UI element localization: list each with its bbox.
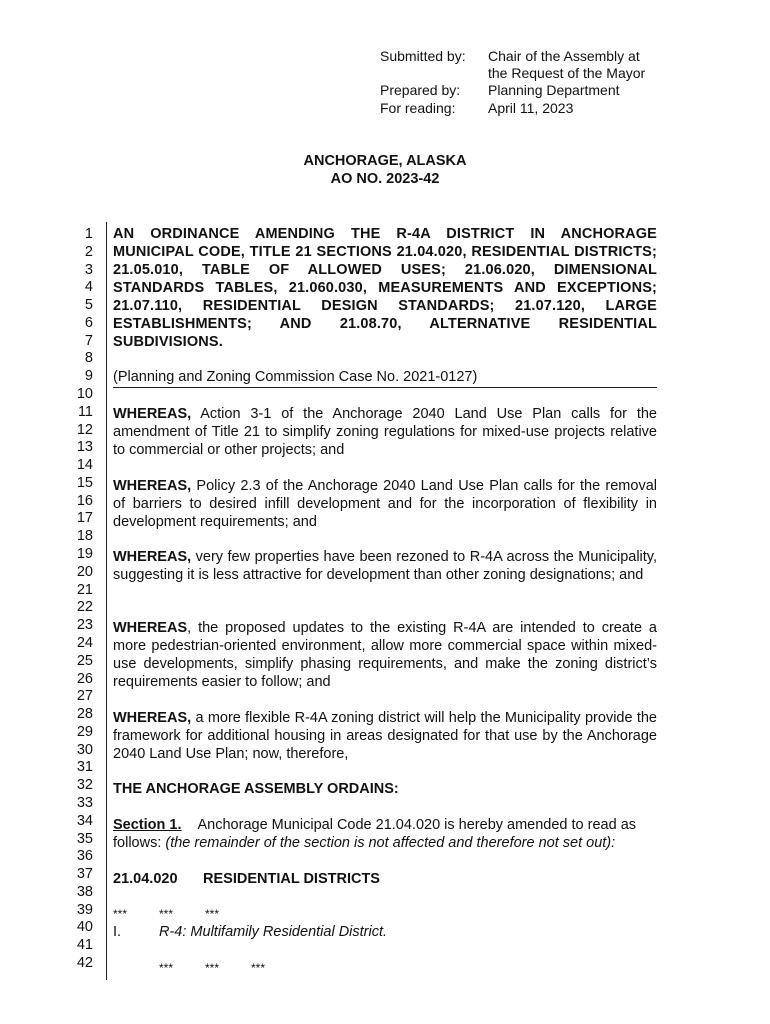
line-number: 21 [76, 581, 93, 598]
prepared-value: Planning Department [488, 82, 620, 98]
code-heading-title: RESIDENTIAL DISTRICTS [203, 871, 380, 887]
line-number: 25 [76, 652, 93, 669]
line-number: 26 [76, 670, 93, 687]
whereas-text: very few properties have been rezoned to R-4A across the Municipality, suggesting it is less attractive for development than other zoning designations; and [113, 549, 657, 583]
whereas-lead: WHEREAS [113, 620, 188, 636]
section-1-text: Anchorage Municipal Code 21.04.020 is hereby amended to read as follows: [113, 817, 637, 851]
case-note: (Planning and Zoning Commission Case No. 2021-0127) [113, 368, 657, 388]
submitted-value-2: the Request of the Mayor [488, 65, 646, 81]
line-number: 35 [76, 830, 93, 847]
omission-mark: *** [251, 961, 266, 975]
line-number: 33 [76, 794, 93, 811]
line-number: 32 [76, 777, 93, 794]
line-number: 38 [76, 883, 93, 900]
whereas-text: a more flexible R-4A zoning district will help the Municipality provide the framework for additional housing in areas designated for that use by the Anchorage 2040 Land Use Plan; now, therefore, [113, 710, 657, 762]
line-number: 39 [76, 901, 93, 918]
ordains-heading: THE ANCHORAGE ASSEMBLY ORDAINS: [113, 781, 399, 797]
line-number: 30 [76, 741, 93, 758]
line-number: 18 [76, 528, 93, 545]
line-number: 22 [76, 599, 93, 616]
line-number: 24 [76, 634, 93, 651]
line-number: 17 [76, 510, 93, 527]
whereas-clause [113, 405, 657, 459]
line-number: 3 [84, 261, 93, 278]
line-number: 34 [76, 812, 93, 829]
line-number: 27 [76, 688, 93, 705]
line-number: 16 [76, 492, 93, 509]
line-number: 7 [84, 332, 93, 349]
city-title: ANCHORAGE, ALASKA [303, 153, 467, 169]
ao-number: AO NO. 2023-42 [330, 171, 440, 187]
line-number: 29 [76, 723, 93, 740]
whereas-lead: WHEREAS, [113, 406, 192, 422]
line-number: 4 [84, 279, 93, 296]
line-number: 14 [76, 457, 93, 474]
submitted-value-1: Chair of the Assembly at [488, 48, 640, 64]
ordinance-title: AN ORDINANCE AMENDING THE R-4A DISTRICT IN ANCHORAGE MUNICIPAL CODE, TITLE 21 SECTIONS 21.04.020, RESIDENTIAL DISTRICTS; 21.05.010, TABLE OF ALLOWED USES; 21.06.020, DIMENSIONAL STANDARDS TABLES, 21.060.030, MEASUREMENTS AND EXCEPTIONS; 21.07.110, RESIDENTIAL DESIGN STANDARDS; 21.07.120, LARGE ESTABLISHMENTS; AND 21.08.70, ALTERNATIVE RESIDENTIAL SUBDIVISIONS. [113, 226, 657, 350]
submitted-label: Submitted by: [380, 48, 466, 64]
section-1-italic: (the remainder of the section is not affected and therefore not set out): [165, 835, 616, 851]
whereas-clause [113, 619, 657, 691]
line-number: 9 [84, 368, 93, 385]
line-number: 1 [84, 226, 93, 242]
line-number: 11 [77, 403, 93, 420]
item-i-marker: I. [113, 924, 122, 940]
item-i [113, 923, 657, 941]
whereas-lead: WHEREAS, [113, 549, 192, 565]
section-1 [113, 816, 657, 852]
line-number: 37 [76, 866, 93, 883]
whereas-text: Policy 2.3 of the Anchorage 2040 Land Use Plan calls for the removal of barriers to desired infill development and for the incorporation of flexibility in development requirements; and [113, 478, 657, 530]
line-number: 13 [76, 439, 93, 456]
code-heading [113, 870, 657, 888]
line-number: 2 [84, 243, 93, 260]
line-number: 31 [76, 759, 93, 776]
line-number: 40 [76, 919, 93, 936]
whereas-text: Action 3-1 of the Anchorage 2040 Land Use Plan calls for the amendment of Title 21 to simplify zoning regulations for mixed-use projects relative to commercial or other projects; and [113, 406, 657, 458]
line-number: 28 [76, 706, 93, 723]
omission-mark: *** [159, 907, 174, 921]
line-number: 5 [84, 297, 93, 314]
line-number: 41 [76, 937, 93, 954]
line-number: 12 [76, 421, 93, 438]
omission-mark: *** [113, 907, 128, 921]
gutter-rule [106, 222, 107, 980]
whereas-lead: WHEREAS, [113, 710, 192, 726]
line-number: 23 [76, 617, 93, 634]
code-heading-number: 21.04.020 [113, 871, 178, 887]
whereas-clause [113, 709, 657, 763]
line-number: 19 [76, 546, 93, 563]
line-number: 6 [84, 314, 93, 331]
whereas-lead: WHEREAS, [113, 478, 192, 494]
line-number: 20 [76, 563, 93, 580]
line-number: 8 [84, 350, 93, 367]
line-number: 42 [76, 954, 93, 971]
omission-mark: *** [205, 961, 220, 975]
reading-label: For reading: [380, 100, 456, 116]
omission-mark: *** [159, 961, 174, 975]
whereas-clause [113, 548, 657, 584]
item-i-text: R-4: Multifamily Residential District. [159, 924, 388, 940]
section-1-label: Section 1. [113, 817, 182, 833]
reading-value: April 11, 2023 [488, 100, 574, 116]
line-number: 10 [76, 386, 93, 403]
omission-stars [113, 905, 657, 923]
line-number: 36 [76, 848, 93, 865]
omission-mark: *** [205, 907, 220, 921]
omission-stars-2 [159, 959, 703, 977]
whereas-text: , the proposed updates to the existing R-4A are intended to create a more pedestrian-oriented environment, allow more commercial space within mixed-use developments, simplify phasing requirements, and make the zoning district’s requirements easier to follow; and [113, 620, 657, 690]
prepared-label: Prepared by: [380, 82, 461, 98]
whereas-clause [113, 477, 657, 531]
line-number: 15 [76, 474, 93, 491]
